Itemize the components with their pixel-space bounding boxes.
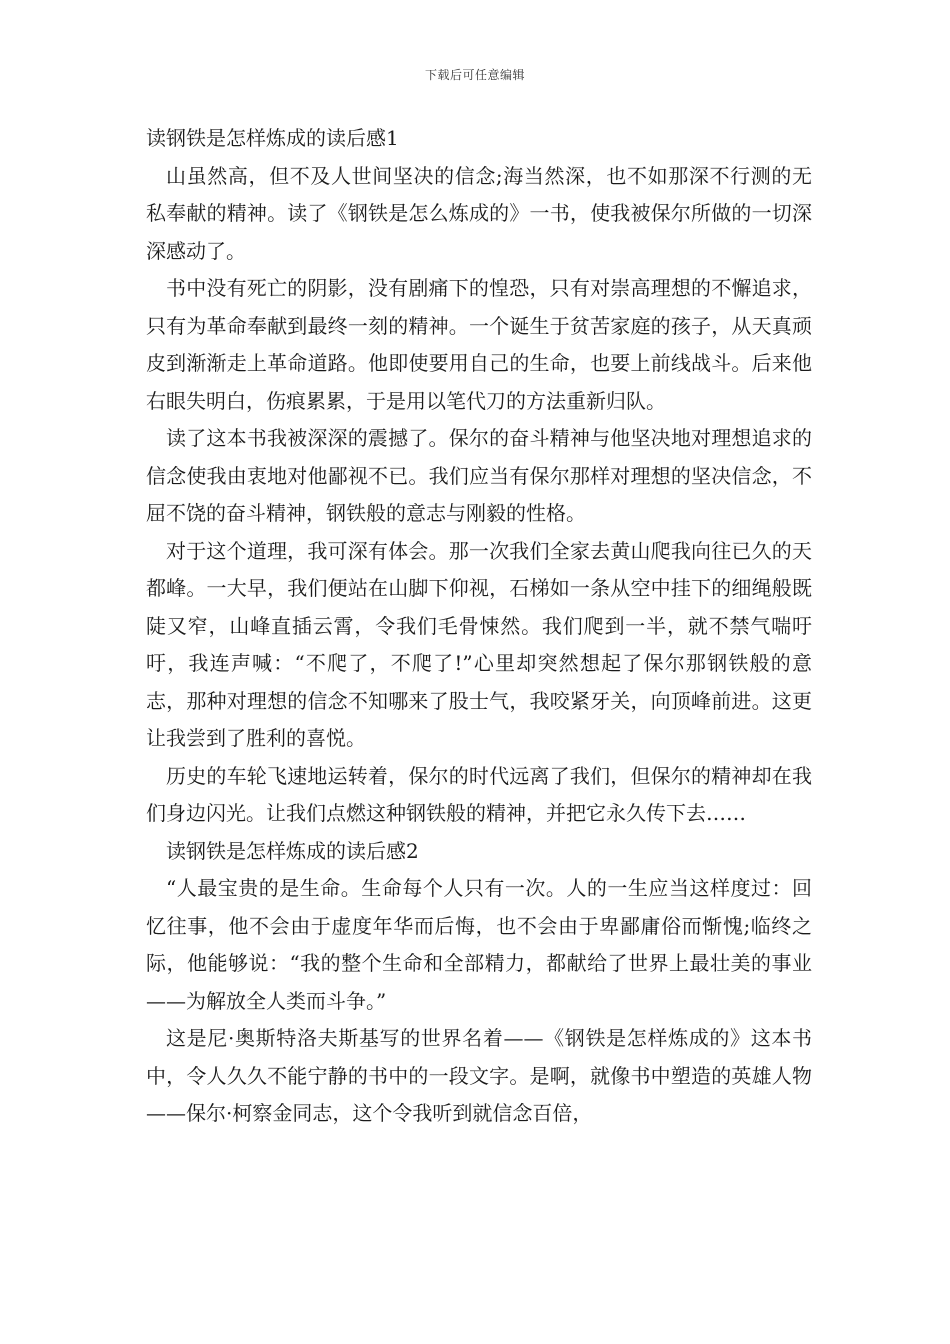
paragraph: 山虽然高，但不及人世间坚决的信念;海当然深，也不如那深不行测的无私奉献的精神。读了《钢铁是怎么炼成的》一书，使我被保尔所做的一切深深感动了。 bbox=[146, 163, 812, 263]
paragraph: 历史的车轮飞速地运转着，保尔的时代远离了我们，但保尔的精神却在我们身边闪光。让我们点燃这种钢铁般的精神，并把它永久传下去…… bbox=[146, 763, 812, 825]
paragraph: 对于这个道理，我可深有体会。那一次我们全家去黄山爬我向往已久的天都峰。一大早，我们便站在山脚下仰视，石梯如一条从空中挂下的细绳般既陡又窄，山峰直插云霄，令我们毛骨悚然。我们爬到一半，就不禁气喘吁吁，我连声喊：“不爬了，不爬了!”心里却突然想起了保尔那钢铁般的意志，那种对理想的信念不知哪来了股士气，我咬紧牙关，向顶峰前进。这更让我尝到了胜利的喜悦。 bbox=[146, 538, 812, 750]
section-title-1: 读钢铁是怎样炼成的读后感1 bbox=[146, 126, 399, 150]
document-body bbox=[146, 120, 812, 1133]
paragraph: 读了这本书我被深深的震撼了。保尔的奋斗精神与他坚决地对理想追求的信念使我由衷地对他鄙视不已。我们应当有保尔那样对理想的坚决信念，不屈不饶的奋斗精神，钢铁般的意志与刚毅的性格。 bbox=[146, 426, 812, 525]
section-title-2: 读钢铁是怎样炼成的读后感2 bbox=[166, 838, 419, 863]
page-header: 下载后可任意编辑 bbox=[424, 68, 525, 82]
paragraph: “人最宝贵的是生命。生命每个人只有一次。人的一生应当这样度过：回忆往事，他不会由于虚度年华而后悔，也不会由于卑鄙庸俗而惭愧;临终之际，他能够说：“我的整个生命和全部精力，都献给了世界上最壮美的事业——为解放全人类而斗争。” bbox=[146, 876, 812, 1013]
paragraph: 书中没有死亡的阴影，没有剧痛下的惶恐，只有对崇高理想的不懈追求，只有为革命奉献到最终一刻的精神。一个诞生于贫苦家庭的孩子，从天真顽皮到渐渐走上革命道路。他即使要用自己的生命，也要上前线战斗。后来他右眼失明白，伤痕累累，于是用以笔代刀的方法重新归队。 bbox=[146, 276, 812, 413]
paragraph: 这是尼·奥斯特洛夫斯基写的世界名着——《钢铁是怎样炼成的》这本书中，令人久久不能宁静的书中的一段文字。是啊，就像书中塑造的英雄人物——保尔·柯察金同志，这个令我听到就信念百倍， bbox=[146, 1026, 812, 1125]
